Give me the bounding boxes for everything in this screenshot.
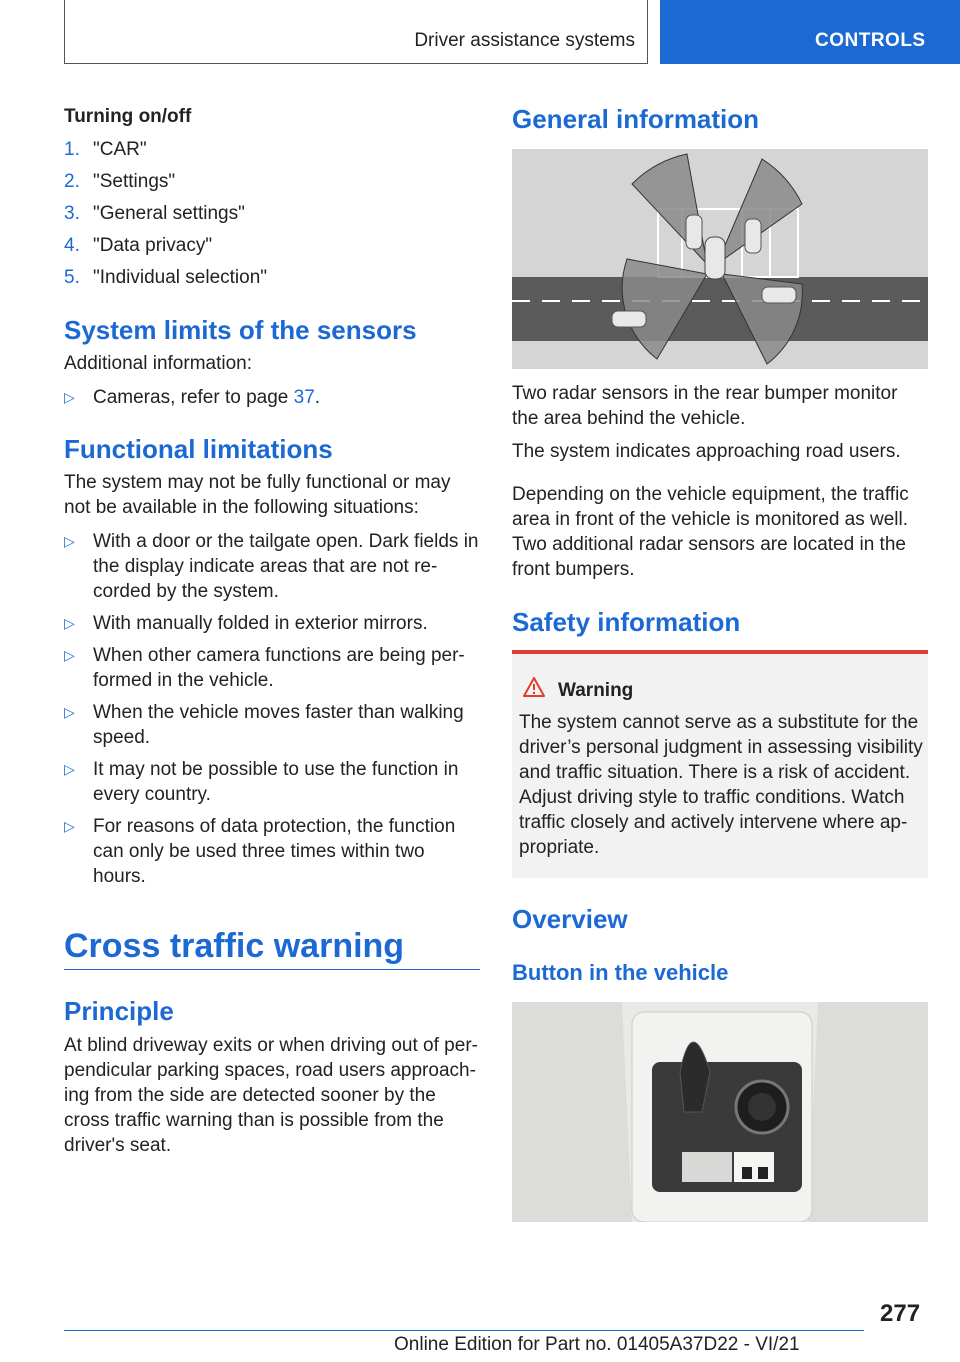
step-4: 4. "Data privacy" xyxy=(64,235,213,256)
triangle-bullet-icon: ▷ xyxy=(64,389,75,405)
header-section-tab xyxy=(64,0,648,64)
principle-heading: Principle xyxy=(64,996,174,1026)
overview-heading: Overview xyxy=(512,904,628,934)
functional-bullet-2: ▷ With manually folded in exterior mirrors. xyxy=(64,613,428,634)
limits-intro: Additional information: xyxy=(64,353,252,374)
principle-text: At blind driveway exits or when driving out of per-pendicular parking spaces, road users approach-ing from the side are detected sooner by the cross traffic warning than is possible from the driver's seat. xyxy=(64,1035,478,1156)
functional-bullet-1: ▷ With a door or the tailgate open. Dark fields in the display indicate areas that are not re-corded by the system. xyxy=(64,531,479,602)
safety-heading: Safety information xyxy=(512,607,741,637)
triangle-bullet-icon: ▷ xyxy=(64,704,75,720)
step-1: 1. "CAR" xyxy=(64,139,147,160)
step-3: 3. "General settings" xyxy=(64,203,245,224)
warning-box xyxy=(512,650,928,878)
triangle-bullet-icon: ▷ xyxy=(64,533,75,549)
limits-heading: System limits of the sensors xyxy=(64,315,417,345)
general-heading: General information xyxy=(512,104,760,134)
functional-intro: The system may not be fully functional or may not be available in the following situations: xyxy=(64,472,451,518)
general-paragraph-2: The system indicates approaching road users. xyxy=(512,441,901,462)
general-paragraph-1: Two radar sensors in the rear bumper monitor the area behind the vehicle. xyxy=(512,383,898,429)
footer-rule xyxy=(64,1330,864,1331)
general-paragraph-3: Depending on the vehicle equipment, the traffic area in front of the vehicle is monitored as well. Two additional radar sensors are located in the front bumpers. xyxy=(512,484,909,580)
triangle-bullet-icon: ▷ xyxy=(64,818,75,834)
triangle-bullet-icon: ▷ xyxy=(64,647,75,663)
triangle-bullet-icon: ▷ xyxy=(64,761,75,777)
functional-bullet-5: ▷ It may not be possible to use the function in every country. xyxy=(64,759,459,805)
page-link[interactable]: 37 xyxy=(293,387,315,408)
edition-footer: Online Edition for Part no. 01405A37D22 - VI/21 xyxy=(394,1334,800,1355)
section-rule xyxy=(64,969,480,970)
button-heading: Button in the vehicle xyxy=(512,960,729,985)
warning-text: The system cannot serve as a substitute for the driver’s personal judgment in assessing visibility and traffic situation. There is a risk of accident. Adjust driving style to traffic conditions. Watch traffic closely and actively intervene where ap-propriate. xyxy=(519,712,923,858)
warning-title: Warning xyxy=(558,680,634,701)
header-section-title: Driver assistance systems xyxy=(414,30,635,51)
functional-bullet-6: ▷ For reasons of data protection, the function can only be used three times within two hours. xyxy=(64,816,456,887)
warning-triangle-icon xyxy=(522,676,546,698)
functional-bullet-4: ▷ When the vehicle moves faster than walking speed. xyxy=(64,702,464,748)
turning-heading: Turning on/off xyxy=(64,106,192,127)
functional-bullet-3: ▷ When other camera functions are being per-formed in the vehicle. xyxy=(64,645,465,691)
triangle-bullet-icon: ▷ xyxy=(64,615,75,631)
center-console-photo xyxy=(512,1002,928,1222)
step-2: 2. "Settings" xyxy=(64,171,176,192)
step-5: 5. "Individual selection" xyxy=(64,267,268,288)
functional-heading: Functional limitations xyxy=(64,434,333,464)
header-chapter-title: CONTROLS xyxy=(815,30,926,51)
radar-coverage-illustration xyxy=(512,149,928,369)
header-chapter-tab xyxy=(660,0,960,64)
cross-traffic-heading: Cross traffic warning xyxy=(64,927,405,965)
page-number: 277 xyxy=(880,1300,921,1327)
limits-bullet: ▷ Cameras, refer to page 37. xyxy=(64,387,321,408)
